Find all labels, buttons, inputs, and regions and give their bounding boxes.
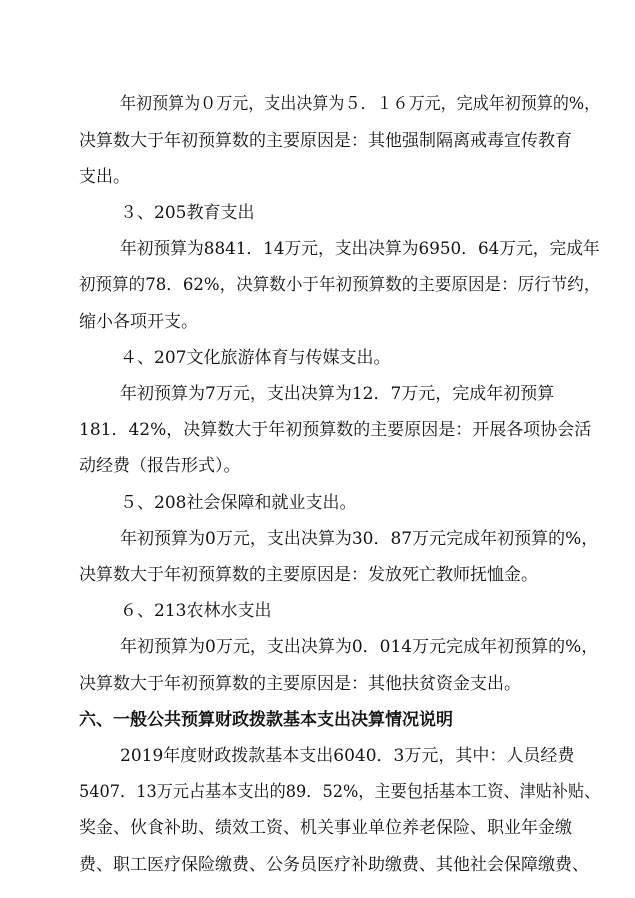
paragraph-line: 动经费（报告形式）。 xyxy=(79,456,241,476)
paragraph-line: 年初预算为0万元，支出决算为0．014万元完成年初预算的%， xyxy=(120,637,599,657)
paragraph-line: 2019年度财政拨款基本支出6040．3万元，其中：人员经费 xyxy=(120,746,575,766)
paragraph-line: 181．42%，决算数大于年初预算数的主要原因是：开展各项协会活 xyxy=(79,420,592,440)
paragraph-line: 奖金、伙食补助、绩效工资、机关事业单位养老保险、职业年金缴 xyxy=(79,818,572,838)
paragraph-line: 年初预算为7万元，支出决算为12．7万元，完成年初预算 xyxy=(120,384,555,404)
paragraph-line: 年初预算为０万元，支出决算为５．１６万元，完成年初预算的%， xyxy=(120,94,601,114)
subsection-heading: ５、208社会保障和就业支出。 xyxy=(120,493,357,513)
paragraph-line: 费、职工医疗保险缴费、公务员医疗补助缴费、其他社会保障缴费、 xyxy=(79,855,589,875)
paragraph-line: 决算数大于年初预算数的主要原因是：发放死亡教师抚恤金。 xyxy=(79,565,538,585)
subsection-heading: ４、207文化旅游体育与传媒支出。 xyxy=(120,348,391,368)
paragraph-line: 缩小各项开支。 xyxy=(79,312,198,332)
paragraph-line: 年初预算为0万元，支出决算为30．87万元完成年初预算的%， xyxy=(120,529,599,549)
paragraph-line: 决算数大于年初预算数的主要原因是：其他扶贫资金支出。 xyxy=(79,674,521,694)
subsection-heading: ３、205教育支出 xyxy=(120,203,255,223)
paragraph-line: 年初预算为8841．14万元，支出决算为6950．64万元，完成年 xyxy=(120,239,600,259)
paragraph-line: 初预算的78．62%，决算数小于年初预算数的主要原因是：厉行节约， xyxy=(79,275,601,295)
section-heading: 六、一般公共预算财政拨款基本支出决算情况说明 xyxy=(79,710,453,730)
paragraph-line: 决算数大于年初预算数的主要原因是：其他强制隔离戒毒宣传教育 xyxy=(79,131,572,151)
paragraph-line: 5407．13万元占基本支出的89．52%，主要包括基本工资、津贴补贴、 xyxy=(79,782,601,802)
subsection-heading: ６、213农林水支出 xyxy=(120,601,272,621)
paragraph-line: 支出。 xyxy=(79,167,130,187)
